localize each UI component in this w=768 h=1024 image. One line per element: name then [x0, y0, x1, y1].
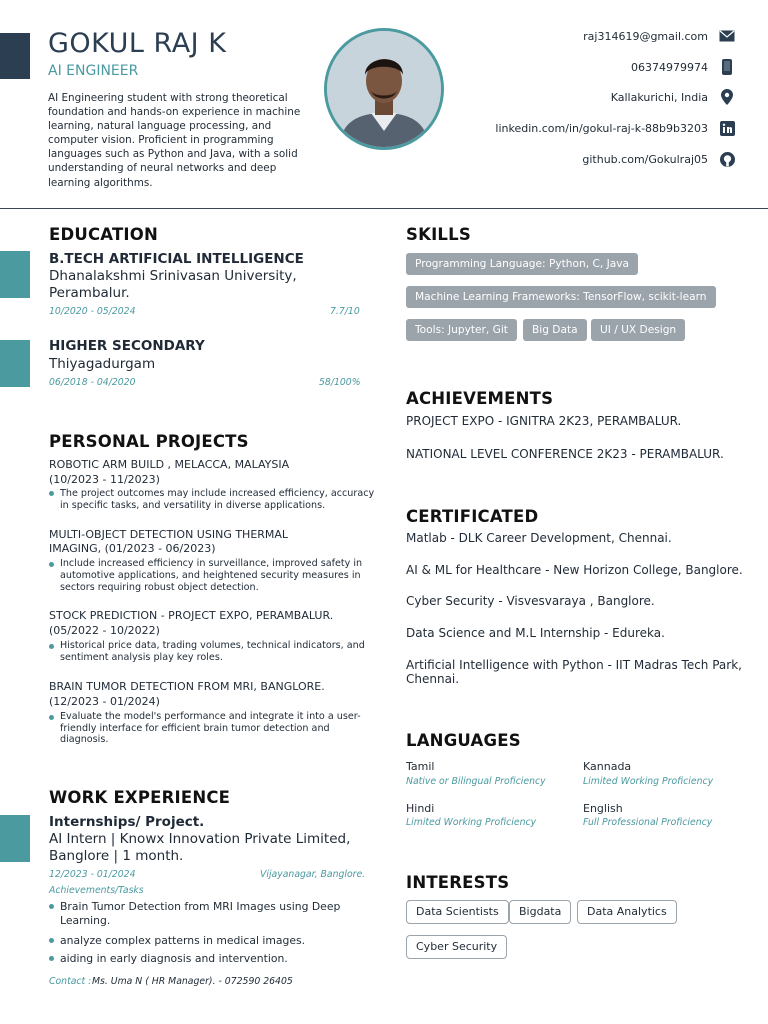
candidate-name: GOKUL RAJ K — [48, 28, 227, 59]
education-school-1-line2: Perambalur. — [49, 285, 130, 301]
skill-chip: Tools: Jupyter, Git — [406, 319, 517, 341]
project-title-4: BRAIN TUMOR DETECTION FROM MRI, BANGLORE. — [49, 680, 325, 693]
education-dates-1: 10/2020 - 05/2024 — [49, 306, 136, 317]
contact-github[interactable]: github.com/Gokulraj05 — [582, 153, 708, 166]
work-bullet-3 — [49, 956, 54, 961]
skill-chip: Machine Learning Frameworks: TensorFlow, scikit-learn — [406, 286, 716, 308]
phone-icon — [718, 58, 736, 76]
certificate-item: Matlab - DLK Career Development, Chennai. — [406, 531, 672, 545]
linkedin-icon — [718, 119, 736, 137]
education-heading: EDUCATION — [49, 225, 158, 244]
skill-chip: Programming Language: Python, C, Java — [406, 253, 638, 275]
profile-summary: AI Engineering student with strong theoretical foundation and hands-on experience in machine learning, natural language processing, and computer vision. Proficient in programming languages such as Python and Java, with a solid understanding of neural networks and deep learning algorithms. — [48, 92, 301, 189]
profile-photo — [324, 28, 444, 150]
work-company: AI Intern | Knowx Innovation Private Limited, — [49, 831, 351, 847]
work-heading: WORK EXPERIENCE — [49, 788, 231, 807]
project-dates-3: (05/2022 - 10/2022) — [49, 624, 160, 637]
interests-heading: INTERESTS — [406, 873, 510, 892]
language-level: Limited Working Proficiency — [406, 817, 537, 828]
contact-location: Kallakurichi, India — [610, 91, 708, 104]
project-bullet-3 — [49, 644, 54, 649]
interest-chip: Bigdata — [509, 900, 571, 924]
education-degree-2: HIGHER SECONDARY — [49, 338, 205, 354]
certificate-item: Artificial Intelligence with Python - IIT Madras Tech Park, — [406, 658, 742, 672]
header-accent-bar — [0, 33, 30, 79]
project-dates-4: (12/2023 - 01/2024) — [49, 695, 160, 708]
project-title-3: STOCK PREDICTION - PROJECT EXPO, PERAMBALUR. — [49, 609, 334, 622]
work-accent-bar — [0, 815, 30, 862]
project-desc-4a: Evaluate the model's performance and integrate it into a user- — [60, 711, 361, 722]
education-dates-2: 06/2018 - 04/2020 — [49, 377, 136, 388]
languages-heading: LANGUAGES — [406, 731, 521, 750]
certificates-heading: CERTIFICATED — [406, 507, 539, 526]
certificate-item: Cyber Security - Visvesvaraya , Banglore. — [406, 594, 655, 608]
certificate-item-line2: Chennai. — [406, 672, 460, 686]
interest-chip: Data Scientists — [406, 900, 509, 924]
education-score-1: 7.7/10 — [330, 306, 360, 317]
github-icon — [718, 150, 736, 168]
project-bullet-2 — [49, 562, 54, 567]
work-task-1-line2: Learning. — [60, 914, 111, 927]
skills-heading: SKILLS — [406, 225, 471, 244]
language-level: Native or Bilingual Proficiency — [406, 776, 546, 787]
education-accent-bar-1 — [0, 251, 30, 298]
work-dates: 12/2023 - 01/2024 — [49, 869, 136, 880]
person-avatar-icon — [327, 31, 441, 147]
work-company-line2: Banglore | 1 month. — [49, 848, 184, 864]
language-name: Tamil — [406, 760, 435, 773]
work-location: Vijayanagar, Banglore. — [260, 869, 366, 880]
certificate-item: AI & ML for Healthcare - New Horizon College, Banglore. — [406, 563, 743, 577]
work-bullet-1 — [49, 904, 54, 909]
work-task-2: analyze complex patterns in medical images. — [60, 934, 306, 947]
achievement-item: PROJECT EXPO - IGNITRA 2K23, PERAMBALUR. — [406, 414, 682, 428]
education-school-2: Thiyagadurgam — [49, 356, 156, 372]
project-desc-3a: Historical price data, trading volumes, technical indicators, and — [60, 640, 365, 651]
project-bullet-1 — [49, 491, 54, 496]
achievement-item: NATIONAL LEVEL CONFERENCE 2K23 - PERAMBALUR. — [406, 447, 724, 461]
project-desc-4c: diagnosis. — [60, 734, 109, 745]
language-name: Hindi — [406, 802, 435, 815]
language-level: Limited Working Proficiency — [583, 776, 714, 787]
work-tasks-label: Achievements/Tasks — [49, 885, 144, 896]
interest-chip: Cyber Security — [406, 935, 507, 959]
candidate-role: AI ENGINEER — [48, 63, 139, 79]
certificate-item: Data Science and M.L Internship - Edureka. — [406, 626, 665, 640]
work-task-3: aiding in early diagnosis and intervention. — [60, 952, 288, 965]
work-bullet-2 — [49, 938, 54, 943]
skill-chip: UI / UX Design — [591, 319, 685, 341]
work-contact-value: Ms. Uma N ( HR Manager). - 072590 26405 — [92, 976, 293, 987]
work-title: Internships/ Project. — [49, 814, 205, 830]
projects-heading: PERSONAL PROJECTS — [49, 432, 249, 451]
language-name: Kannada — [583, 760, 632, 773]
email-icon — [718, 27, 736, 45]
contact-phone[interactable]: 06374979974 — [631, 61, 708, 74]
work-contact-label: Contact : — [49, 976, 92, 987]
project-desc-2a: Include increased efficiency in surveillance, improved safety in — [60, 558, 363, 569]
project-bullet-4 — [49, 715, 54, 720]
header-divider — [0, 208, 768, 209]
project-desc-2c: sectors requiring robust object detection. — [60, 582, 259, 593]
contact-linkedin[interactable]: linkedin.com/in/gokul-raj-k-88b9b3203 — [495, 122, 708, 135]
interest-chip: Data Analytics — [577, 900, 677, 924]
project-desc-1a: The project outcomes may include increased efficiency, accuracy — [60, 488, 375, 499]
achievements-heading: ACHIEVEMENTS — [406, 389, 554, 408]
education-score-2: 58/100% — [319, 377, 361, 388]
location-pin-icon — [718, 88, 736, 106]
project-desc-3b: sentiment analysis play key roles. — [60, 652, 223, 663]
project-desc-4b: friendly interface for efficient brain tumor detection and — [60, 722, 330, 734]
project-title-1: ROBOTIC ARM BUILD , MELACCA, MALAYSIA — [49, 458, 290, 471]
project-desc-1b: in specific tasks, and versatility in diverse applications. — [60, 499, 326, 511]
contact-email[interactable]: raj314619@gmail.com — [583, 30, 708, 43]
education-accent-bar-2 — [0, 340, 30, 387]
project-dates-1: (10/2023 - 11/2023) — [49, 473, 160, 486]
project-dates-2: IMAGING, (01/2023 - 06/2023) — [49, 542, 216, 555]
work-task-1: Brain Tumor Detection from MRI Images using Deep — [60, 900, 341, 913]
language-level: Full Professional Proficiency — [583, 817, 713, 828]
education-degree-1: B.TECH ARTIFICIAL INTELLIGENCE — [49, 251, 304, 267]
education-school-1: Dhanalakshmi Srinivasan University, — [49, 268, 297, 284]
language-name: English — [583, 802, 623, 815]
skill-chip: Big Data — [523, 319, 587, 341]
project-title-2: MULTI-OBJECT DETECTION USING THERMAL — [49, 528, 289, 541]
project-desc-2b: automotive applications, and heightened security measures in — [60, 570, 361, 581]
